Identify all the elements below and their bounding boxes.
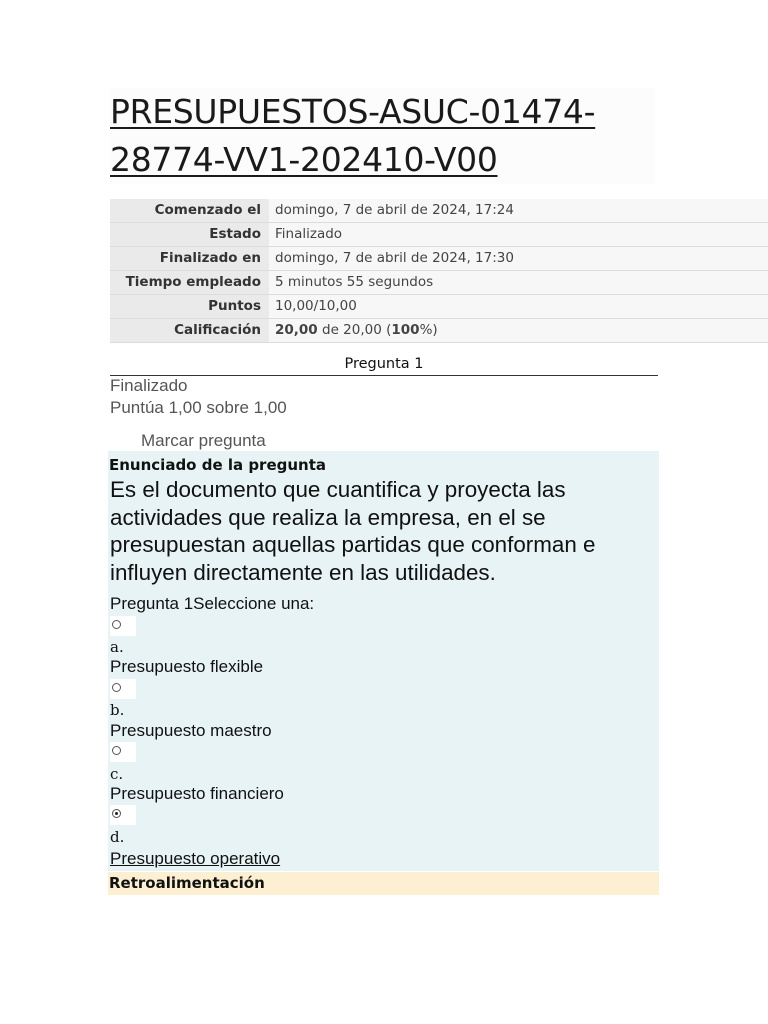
summary-label: Calificación [110, 319, 269, 343]
feedback-label: Retroalimentación [109, 874, 265, 892]
summary-row-time-taken [110, 271, 768, 295]
option-b-radio[interactable] [110, 679, 136, 699]
question-text: Es el documento que cuantifica y proyecta las actividades que realiza la empresa, en el se presupuestan aquellas partidas que conforman e influyen directamente en las utilidades. [110, 477, 596, 585]
question-statement-label: Enunciado de la pregunta [109, 456, 327, 474]
grade-percent: 100 [391, 322, 420, 338]
option-label: Presupuesto maestro [110, 721, 272, 740]
summary-row-state [110, 223, 768, 247]
flag-question-button[interactable]: Marcar pregunta [141, 431, 266, 450]
summary-label: Puntos [110, 295, 269, 319]
feedback-section [108, 872, 659, 895]
option-c-radio[interactable] [110, 742, 136, 762]
radio-icon [112, 746, 121, 755]
summary-row-points [110, 295, 768, 319]
summary-row-started [110, 199, 768, 223]
question-mark: Puntúa 1,00 sobre 1,00 [110, 398, 287, 417]
option-a-radio[interactable] [110, 616, 136, 636]
grade-of-text: de 20,00 ( [317, 322, 392, 338]
summary-label: Finalizado en [110, 247, 269, 271]
summary-label: Comenzado el [110, 199, 269, 223]
option-letter: a. [110, 638, 124, 656]
option-d-radio[interactable] [110, 805, 136, 825]
summary-value: Finalizado [269, 223, 768, 247]
answer-prompt: Pregunta 1Seleccione una: [110, 594, 315, 613]
grade-value [269, 319, 768, 343]
grade-score: 20,00 [275, 322, 318, 338]
summary-value: 10,00/10,00 [269, 295, 768, 319]
summary-row-finished [110, 247, 768, 271]
summary-label: Estado [110, 223, 269, 247]
option-letter: b. [110, 701, 125, 719]
summary-value: 5 minutos 55 segundos [269, 271, 768, 295]
grade-suffix: %) [419, 322, 438, 338]
option-label: Presupuesto flexible [110, 657, 264, 676]
option-label: Presupuesto financiero [110, 784, 284, 803]
summary-label: Tiempo empleado [110, 271, 269, 295]
radio-selected-icon [112, 809, 121, 818]
option-letter: c. [110, 765, 124, 783]
option-label-selected: Presupuesto operativo [110, 849, 281, 868]
summary-value: domingo, 7 de abril de 2024, 17:24 [269, 199, 768, 223]
question-state: Finalizado [110, 376, 188, 395]
quiz-title: PRESUPUESTOS-ASUC-01474-28774-VV1-202410-V00 [110, 88, 655, 184]
radio-icon [112, 683, 121, 692]
option-letter: d. [110, 828, 125, 846]
summary-value: domingo, 7 de abril de 2024, 17:30 [269, 247, 768, 271]
radio-icon [112, 620, 121, 629]
attempt-summary-table [110, 199, 768, 343]
summary-row-grade [110, 319, 768, 343]
radio-dot [115, 812, 118, 815]
question-heading: Pregunta 1 [110, 354, 658, 376]
